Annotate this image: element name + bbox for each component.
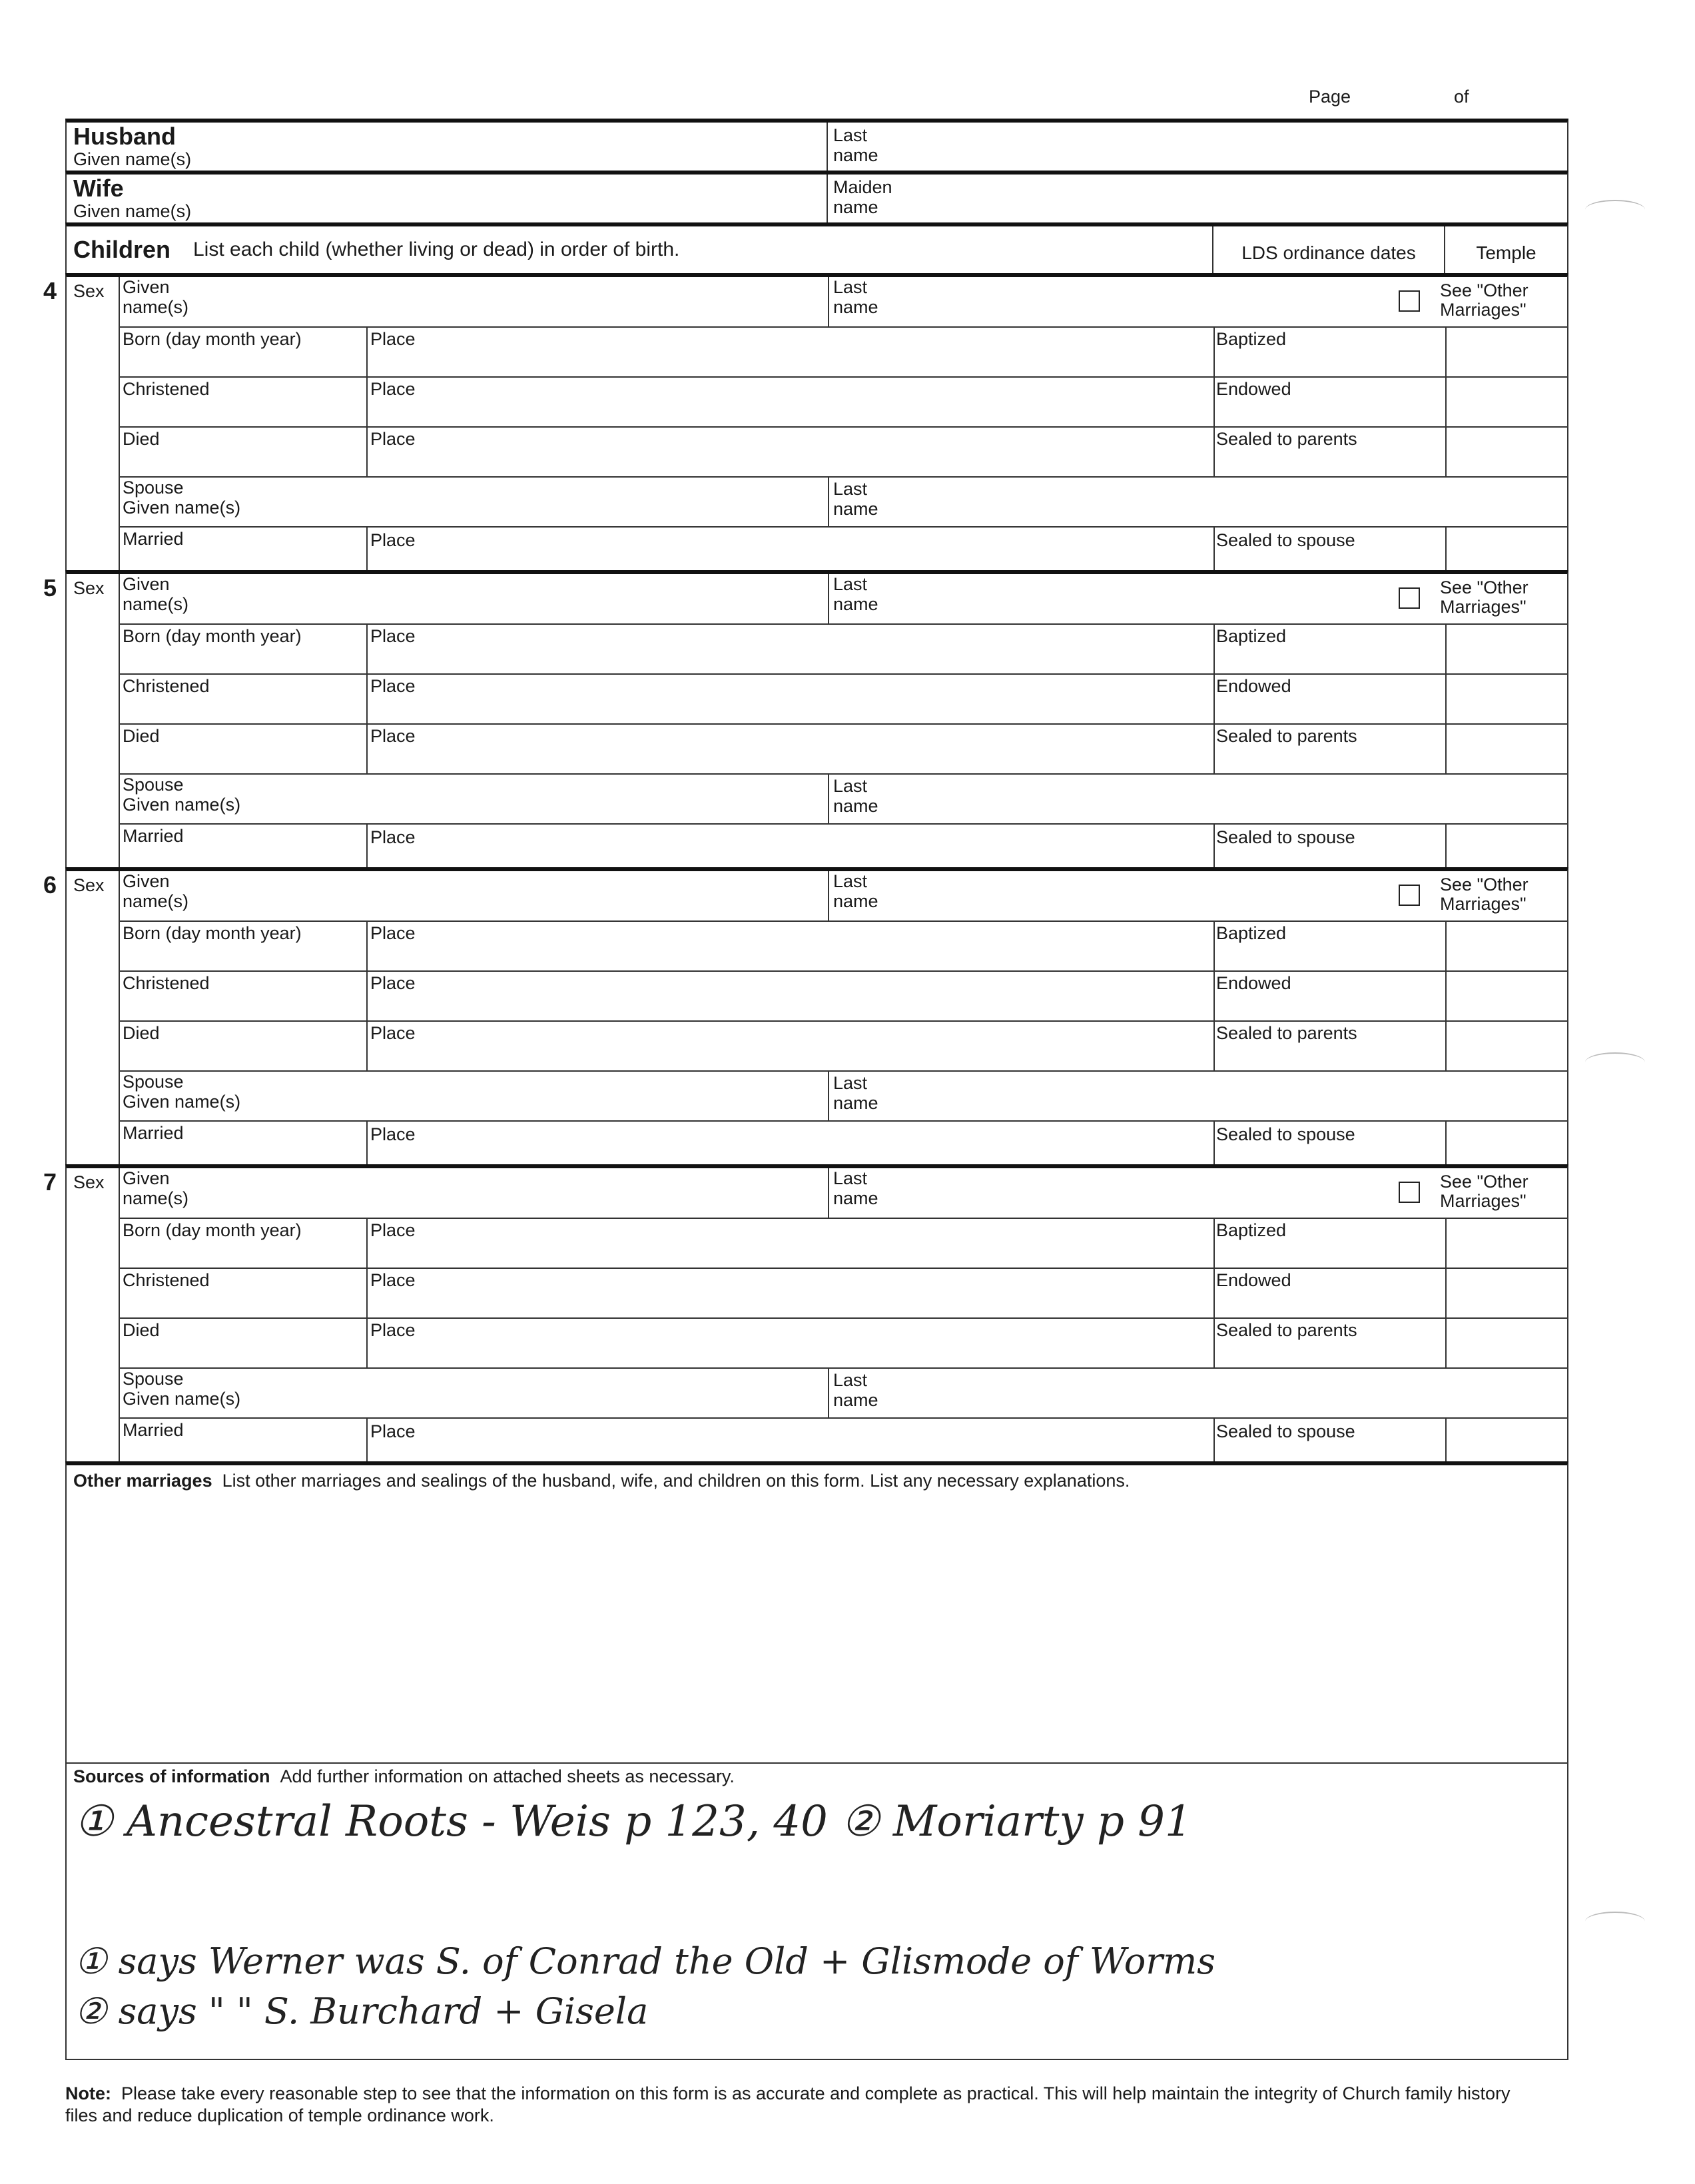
child-place-label: Place	[370, 827, 416, 847]
child-spouse-row	[119, 1072, 1567, 1122]
lds-ordinance-header: LDS ordinance dates	[1212, 226, 1444, 273]
see-other-marriages-label: See "Other Marriages"	[1440, 280, 1528, 320]
child-died-label: Died	[123, 1320, 160, 1340]
child-place-label: Place	[370, 1124, 416, 1144]
divider	[366, 1219, 368, 1268]
divider	[1213, 1219, 1215, 1268]
child-spouse-label: Spouse Given name(s)	[123, 775, 241, 815]
other-marriages-section[interactable]	[65, 1461, 1568, 1764]
other-marriages-instruction: List other marriages and sealings of the husband, wife, and children on this form. List any necessary explanations.	[222, 1471, 1130, 1491]
child-christened-label: Christened	[123, 676, 210, 696]
divider	[1445, 428, 1447, 476]
divider	[1213, 725, 1215, 773]
child-last-label: Last name	[833, 277, 878, 317]
divider	[366, 675, 368, 723]
see-other-marriages-label: See "Other Marriages"	[1440, 875, 1528, 914]
child-married-label: Married	[123, 1123, 184, 1143]
child-born-row	[119, 625, 1567, 675]
child-born-label: Born (day month year)	[123, 626, 302, 646]
child-sealed-spouse-label: Sealed to spouse	[1216, 1124, 1355, 1144]
sources-instruction: Add further information on attached sheets as necessary.	[280, 1766, 735, 1786]
child-sealed-spouse-label: Sealed to spouse	[1216, 1421, 1355, 1441]
child-place-label: Place	[370, 973, 416, 993]
wife-maiden-label: Maiden	[833, 177, 892, 197]
divider	[366, 1122, 368, 1168]
child-died-label: Died	[123, 1023, 160, 1043]
child-entry	[43, 570, 1568, 867]
child-given-label: Given name(s)	[123, 871, 189, 911]
divider	[1213, 1419, 1215, 1465]
child-sealed-spouse-label: Sealed to spouse	[1216, 827, 1355, 847]
wife-title: Wife	[73, 175, 124, 202]
sources-section[interactable]	[65, 1764, 1568, 2060]
child-baptized-label: Baptized	[1216, 626, 1287, 646]
child-christened-row	[119, 675, 1567, 725]
divider	[366, 1419, 368, 1465]
divider	[1213, 972, 1215, 1020]
divider	[828, 1072, 829, 1120]
child-place-label: Place	[370, 1270, 416, 1290]
divider	[1445, 625, 1447, 673]
child-born-label: Born (day month year)	[123, 329, 302, 349]
child-sealed_parents-label: Sealed to parents	[1216, 429, 1357, 449]
child-endowed-label: Endowed	[1216, 973, 1291, 993]
child-married-label: Married	[123, 1420, 184, 1440]
child-sealed-spouse-label: Sealed to spouse	[1216, 530, 1355, 550]
child-baptized-label: Baptized	[1216, 923, 1287, 943]
divider	[1445, 825, 1447, 871]
husband-given-label: Given name(s)	[73, 149, 192, 169]
child-died-label: Died	[123, 726, 160, 746]
child-sealed_parents-label: Sealed to parents	[1216, 726, 1357, 746]
divider	[366, 428, 368, 476]
children-instruction: List each child (whether living or dead) in order of birth.	[193, 238, 680, 260]
divider	[1445, 1319, 1447, 1367]
see-other-marriages-checkbox[interactable]	[1399, 290, 1420, 312]
wife-maiden-label-2: name	[833, 197, 878, 217]
child-name-row	[119, 871, 1567, 922]
child-died-row	[119, 1319, 1567, 1369]
form-note	[65, 2083, 1530, 2127]
child-sealed_parents-label: Sealed to parents	[1216, 1023, 1357, 1043]
wife-maiden-name-field[interactable]	[827, 175, 892, 222]
divider	[1213, 328, 1215, 376]
child-place-label: Place	[370, 429, 416, 449]
divider	[1213, 1269, 1215, 1317]
child-endowed-label: Endowed	[1216, 379, 1291, 399]
sources-title: Sources of information	[73, 1766, 270, 1786]
divider	[1445, 972, 1447, 1020]
divider	[1445, 1122, 1447, 1168]
child-spouse-last-label: Last name	[833, 1370, 878, 1410]
divider	[1445, 528, 1447, 574]
child-died-row	[119, 725, 1567, 775]
child-sex-label: Sex	[73, 281, 105, 301]
wife-given-label: Given name(s)	[73, 201, 192, 221]
child-name-row	[119, 574, 1567, 625]
see-other-marriages-checkbox[interactable]	[1399, 1182, 1420, 1203]
note-label: Note:	[65, 2083, 111, 2103]
see-other-marriages-checkbox[interactable]	[1399, 587, 1420, 609]
child-married-row	[119, 825, 1567, 871]
child-endowed-label: Endowed	[1216, 676, 1291, 696]
divider	[1213, 1022, 1215, 1070]
child-born-label: Born (day month year)	[123, 1220, 302, 1240]
children-header	[65, 222, 1568, 273]
child-entry	[43, 867, 1568, 1164]
divider	[366, 528, 368, 574]
children-title: Children	[73, 236, 171, 263]
family-group-form	[43, 119, 1568, 2060]
child-baptized-label: Baptized	[1216, 1220, 1287, 1240]
page-label: Page	[1309, 87, 1351, 107]
divider	[366, 328, 368, 376]
child-sealed_parents-label: Sealed to parents	[1216, 1320, 1357, 1340]
divider	[1445, 328, 1447, 376]
child-place-label: Place	[370, 1220, 416, 1240]
divider	[828, 1369, 829, 1417]
divider	[366, 972, 368, 1020]
handwritten-source-line-3: ② says " " S. Burchard + Gisela	[75, 1990, 649, 2032]
child-spouse-last-label: Last name	[833, 776, 878, 816]
divider	[828, 1168, 829, 1218]
divider	[1445, 1419, 1447, 1465]
handwritten-source-line-1: ① Ancestral Roots - Weis p 123, 40 ② Moriarty p 91	[75, 1797, 1192, 1846]
child-endowed-label: Endowed	[1216, 1270, 1291, 1290]
divider	[828, 871, 829, 920]
child-christened-row	[119, 1269, 1567, 1319]
child-place-label: Place	[370, 329, 416, 349]
handwritten-source-line-2: ① says Werner was S. of Conrad the Old + Glismode of Worms	[75, 1940, 1215, 1982]
child-place-label: Place	[370, 626, 416, 646]
child-given-label: Given name(s)	[123, 277, 189, 317]
child-married-row	[119, 528, 1567, 574]
see-other-marriages-checkbox[interactable]	[1399, 885, 1420, 906]
divider	[828, 478, 829, 526]
note-text: Please take every reasonable step to see that the information on this form is as accurate and complete as practical. This will help maintain the integrity of Church family history files and reduce duplication of temple ordinance work.	[65, 2083, 1511, 2125]
divider	[366, 922, 368, 970]
child-spouse-row	[119, 775, 1567, 825]
child-number: 5	[43, 574, 57, 601]
child-last-label: Last name	[833, 1168, 878, 1208]
child-entry	[43, 1164, 1568, 1461]
divider	[366, 725, 368, 773]
other-marriages-title: Other marriages	[73, 1471, 212, 1491]
divider	[1445, 1022, 1447, 1070]
divider	[1445, 675, 1447, 723]
child-place-label: Place	[370, 923, 416, 943]
divider	[1445, 1269, 1447, 1317]
child-number: 7	[43, 1168, 57, 1196]
husband-row	[65, 119, 1568, 171]
child-last-label: Last name	[833, 574, 878, 614]
child-baptized-label: Baptized	[1216, 329, 1287, 349]
child-place-label: Place	[370, 1320, 416, 1340]
divider	[1213, 825, 1215, 871]
child-sex-label: Sex	[73, 875, 105, 895]
wife-row	[65, 171, 1568, 222]
child-number: 6	[43, 871, 57, 899]
child-entry	[43, 273, 1568, 570]
divider	[1213, 378, 1215, 426]
child-christened-row	[119, 378, 1567, 428]
divider	[1213, 528, 1215, 574]
child-sex-label: Sex	[73, 578, 105, 598]
child-christened-label: Christened	[123, 1270, 210, 1290]
child-married-row	[119, 1419, 1567, 1465]
child-born-row	[119, 922, 1567, 972]
child-spouse-row	[119, 1369, 1567, 1419]
child-married-row	[119, 1122, 1567, 1168]
child-place-label: Place	[370, 379, 416, 399]
child-name-row	[119, 277, 1567, 328]
divider	[366, 1022, 368, 1070]
child-place-label: Place	[370, 1421, 416, 1441]
child-sex-label: Sex	[73, 1172, 105, 1192]
child-given-label: Given name(s)	[123, 574, 189, 614]
see-other-marriages-label: See "Other Marriages"	[1440, 577, 1528, 617]
husband-last-label-2: name	[833, 145, 878, 165]
punch-hole-mark	[1585, 200, 1645, 220]
child-name-row	[119, 1168, 1567, 1219]
child-place-label: Place	[370, 1023, 416, 1043]
children-list	[43, 273, 1568, 1461]
child-place-label: Place	[370, 726, 416, 746]
divider	[1445, 922, 1447, 970]
child-born-label: Born (day month year)	[123, 923, 302, 943]
divider	[366, 1269, 368, 1317]
child-died-label: Died	[123, 429, 160, 449]
divider	[1213, 428, 1215, 476]
child-christened-label: Christened	[123, 973, 210, 993]
divider	[1445, 378, 1447, 426]
child-born-row	[119, 328, 1567, 378]
child-last-label: Last name	[833, 871, 878, 911]
see-other-marriages-label: See "Other Marriages"	[1440, 1172, 1528, 1211]
divider	[828, 277, 829, 326]
child-place-label: Place	[370, 676, 416, 696]
child-number: 4	[43, 277, 57, 304]
temple-header: Temple	[1444, 226, 1567, 273]
divider	[366, 1319, 368, 1367]
divider	[1445, 1219, 1447, 1268]
child-married-label: Married	[123, 826, 184, 846]
divider	[1213, 675, 1215, 723]
divider	[366, 378, 368, 426]
divider	[828, 574, 829, 623]
child-died-row	[119, 1022, 1567, 1072]
divider	[366, 825, 368, 871]
divider	[1213, 922, 1215, 970]
child-place-label: Place	[370, 530, 416, 550]
divider	[1213, 1319, 1215, 1367]
punch-hole-mark	[1585, 1052, 1645, 1072]
divider	[366, 625, 368, 673]
punch-hole-mark	[1585, 1912, 1645, 1932]
divider	[828, 775, 829, 823]
child-christened-label: Christened	[123, 379, 210, 399]
child-spouse-last-label: Last name	[833, 1073, 878, 1113]
husband-title: Husband	[73, 123, 176, 150]
child-married-label: Married	[123, 529, 184, 549]
child-died-row	[119, 428, 1567, 478]
child-spouse-label: Spouse Given name(s)	[123, 478, 241, 518]
child-spouse-row	[119, 478, 1567, 528]
child-christened-row	[119, 972, 1567, 1022]
divider	[1445, 725, 1447, 773]
divider	[1213, 1122, 1215, 1168]
child-spouse-last-label: Last name	[833, 479, 878, 519]
husband-last-label: Last	[833, 125, 868, 145]
page-of-label: of	[1454, 87, 1469, 107]
divider	[1213, 625, 1215, 673]
child-spouse-label: Spouse Given name(s)	[123, 1369, 241, 1409]
child-given-label: Given name(s)	[123, 1168, 189, 1208]
husband-last-name-field[interactable]	[827, 123, 878, 171]
child-spouse-label: Spouse Given name(s)	[123, 1072, 241, 1112]
child-born-row	[119, 1219, 1567, 1269]
